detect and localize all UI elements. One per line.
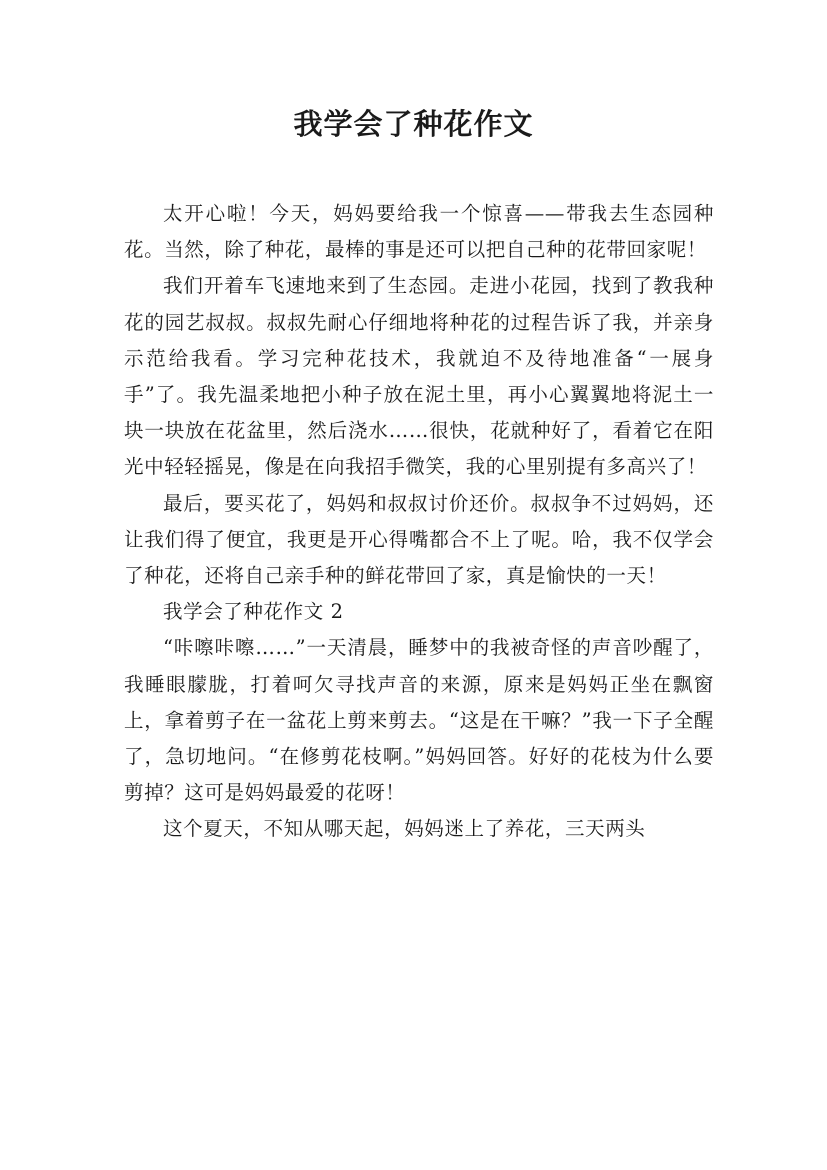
document-title: 我学会了种花作文 [293, 107, 534, 141]
paragraph-1: 太开心啦！今天，妈妈要给我一个惊喜——带我去生态园种花。当然，除了种花，最棒的事是还可以把自己种的花带回家呢！ [124, 202, 714, 262]
paragraph-4: “咔嚓咔嚓……”一天清晨，睡梦中的我被奇怪的声音吵醒了，我睡眼朦胧，打着呵欠寻找声音的来源，原来是妈妈正坐在飘窗上，拿着剪子在一盆花上剪来剪去。“这是在干嘛？”我一下子全醒了，急切地问。“在修剪花枝啊。”妈妈回答。好好的花枝为什么要剪掉？这可是妈妈最爱的花呀！ [124, 636, 714, 805]
paragraph-3: 最后，要买花了，妈妈和叔叔讨价还价。叔叔争不过妈妈，还让我们得了便宜，我更是开心得嘴都合不上了呢。哈，我不仅学会了种花，还将自己亲手种的鲜花带回了家，真是愉快的一天！ [124, 491, 714, 588]
section-heading-2: 我学会了种花作文 2 [163, 600, 344, 624]
document-body [124, 196, 714, 848]
paragraph-5: 这个夏天，不知从哪天起，妈妈迷上了养花，三天两头 [163, 817, 646, 841]
paragraph-2: 我们开着车飞速地来到了生态园。走进小花园，找到了教我种花的园艺叔叔。叔叔先耐心仔细地将种花的过程告诉了我，并亲身示范给我看。学习完种花技术，我就迫不及待地准备“一展身手”了。我先温柔地把小种子放在泥土里，再小心翼翼地将泥土一块一块放在花盆里，然后浇水……很快，花就种好了，看着它在阳光中轻轻摇晃，像是在向我招手微笑，我的心里别提有多高兴了！ [124, 274, 714, 479]
